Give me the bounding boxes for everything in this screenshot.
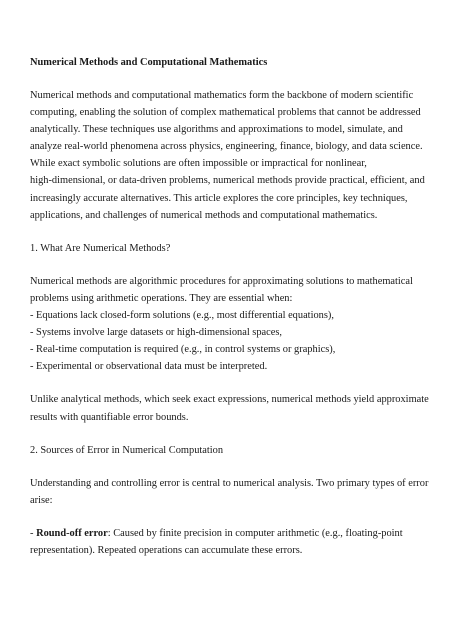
intro-line: analyze real-world phenomena across physics, engineering, finance, biology, and data science.: [30, 141, 423, 153]
roundoff-line-2: representation). Repeated operations can accumulate these errors.: [30, 544, 303, 556]
section-2-line: Understanding and controlling error is central to numerical analysis. Two primary types of error: [30, 477, 429, 489]
intro-line: high-dimensional, or data-driven problems, numerical methods provide practical, efficient, and: [30, 175, 425, 187]
bullet-item: - Real-time computation is required (e.g., in control systems or graphics),: [30, 344, 336, 356]
roundoff-term: Round-off error: [36, 527, 108, 539]
roundoff-error-item: [30, 525, 460, 559]
section-1-line: problems using arithmetic operations. They are essential when:: [30, 292, 293, 304]
intro-line: computing, enabling the solution of complex mathematical problems that cannot be addressed: [30, 107, 421, 119]
document-title: Numerical Methods and Computational Mathematics: [30, 57, 268, 68]
section-2-paragraph: [30, 475, 460, 509]
section-1-paragraph-2: [30, 391, 460, 425]
section-2-line: arise:: [30, 494, 53, 506]
bullet-prefix: -: [30, 527, 37, 539]
intro-paragraph: [30, 87, 460, 224]
intro-line: increasingly accurate alternatives. This article explores the core principles, key techniques,: [30, 192, 408, 204]
intro-line: analytically. These techniques use algorithms and approximations to model, simulate, and: [30, 124, 403, 136]
document-page: [30, 50, 460, 559]
bullet-item: - Systems involve large datasets or high-dimensional spaces,: [30, 327, 283, 339]
bullet-item: - Equations lack closed-form solutions (e.g., most differential equations),: [30, 310, 334, 322]
roundoff-text: : Caused by finite precision in computer arithmetic (e.g., floating-point: [107, 527, 403, 539]
intro-line: Numerical methods and computational mathematics form the backbone of modern scientific: [30, 90, 414, 101]
section-1-line: Unlike analytical methods, which seek exact expressions, numerical methods yield approximate: [30, 394, 429, 406]
section-1-line: Numerical methods are algorithmic procedures for approximating solutions to mathematical: [30, 275, 413, 287]
bullet-item: - Experimental or observational data must be interpreted.: [30, 361, 268, 373]
section-1-line: results with quantifiable error bounds.: [30, 411, 189, 423]
section-2-heading: 2. Sources of Error in Numerical Computation: [30, 444, 224, 456]
roundoff-line-1: [30, 525, 460, 542]
section-1-paragraph: [30, 273, 460, 376]
section-1-heading: 1. What Are Numerical Methods?: [30, 242, 171, 254]
intro-line: While exact symbolic solutions are often impossible or impractical for nonlinear,: [30, 158, 367, 170]
intro-line: applications, and challenges of numerical methods and computational mathematics.: [30, 209, 378, 221]
